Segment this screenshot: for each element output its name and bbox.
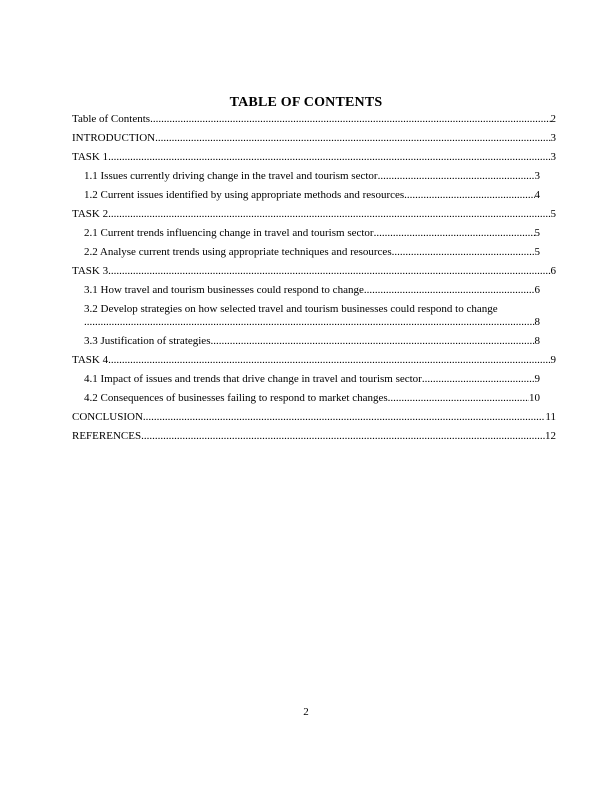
toc-entry-page: 5 — [534, 246, 540, 258]
toc-entry-label: 2.2 Analyse current trends using appropriate techniques and resources — [84, 246, 392, 258]
toc-entry-label: 4.2 Consequences of businesses failing to respond to market changes — [84, 392, 388, 404]
toc-entry-page: 8 — [534, 335, 540, 347]
dot-leader — [155, 132, 550, 145]
toc-entry-page: 2 — [550, 113, 556, 125]
toc-entry-leader-line — [84, 316, 540, 329]
table-of-contents — [72, 113, 556, 449]
toc-entry-2-2[interactable] — [72, 246, 540, 259]
toc-entry-label: 3.1 How travel and tourism businesses could respond to change — [84, 284, 364, 296]
dot-leader — [143, 411, 546, 424]
dot-leader — [84, 316, 535, 329]
toc-entry-3-3[interactable] — [72, 335, 540, 348]
toc-entry-page: 9 — [534, 373, 540, 385]
toc-entry-label: TASK 4 — [72, 354, 109, 366]
toc-entry-label: 1.2 Current issues identified by using appropriate methods and resources — [84, 189, 405, 201]
toc-entry-3-1[interactable] — [72, 284, 540, 297]
dot-leader — [108, 151, 550, 164]
dot-leader — [404, 189, 534, 202]
dot-leader — [210, 335, 534, 348]
dot-leader — [378, 170, 535, 183]
toc-entry-1-2[interactable] — [72, 189, 540, 202]
toc-entry-label: INTRODUCTION — [72, 132, 156, 144]
toc-entry-label: TASK 3 — [72, 265, 109, 277]
toc-entry-page: 12 — [545, 430, 556, 442]
toc-entry-task-1[interactable] — [72, 151, 556, 164]
toc-entry-page: 3 — [550, 151, 556, 163]
toc-entry-task-2[interactable] — [72, 208, 556, 221]
toc-entry-2-1[interactable] — [72, 227, 540, 240]
toc-entry-label: Table of Contents — [72, 113, 151, 125]
toc-entry-label: 3.3 Justification of strategies — [84, 335, 211, 347]
toc-entry-page: 3 — [534, 170, 540, 182]
toc-entry-label: TASK 2 — [72, 208, 109, 220]
page-title: TABLE OF CONTENTS — [229, 95, 383, 110]
toc-entry-4-2[interactable] — [72, 392, 540, 405]
dot-leader — [108, 265, 550, 278]
dot-leader — [392, 246, 535, 259]
toc-entry-conclusion[interactable] — [72, 411, 556, 424]
toc-entry-page: 10 — [529, 392, 540, 404]
dot-leader — [422, 373, 535, 386]
toc-entry-3-2[interactable] — [72, 303, 540, 329]
toc-entry-label: 2.1 Current trends influencing change in travel and tourism sector — [84, 227, 374, 239]
toc-entry-page: 11 — [545, 411, 556, 423]
toc-entry-page: 6 — [550, 265, 556, 277]
page-number: 2 — [303, 706, 309, 718]
dot-leader — [364, 284, 535, 297]
toc-entry-page: 3 — [550, 132, 556, 144]
toc-entry-label: 3.2 Develop strategies on how selected travel and tourism businesses could respond to change — [84, 303, 498, 315]
dot-leader — [108, 208, 550, 221]
toc-entry-page: 5 — [534, 227, 540, 239]
dot-leader — [108, 354, 550, 367]
toc-entry-label: 4.1 Impact of issues and trends that drive change in travel and tourism sector — [84, 373, 422, 385]
dot-leader — [150, 113, 550, 126]
dot-leader — [374, 227, 535, 240]
toc-entry-label: TASK 1 — [72, 151, 109, 163]
toc-entry-task-3[interactable] — [72, 265, 556, 278]
toc-entry-introduction[interactable] — [72, 132, 556, 145]
toc-entry-page: 6 — [534, 284, 540, 296]
dot-leader — [388, 392, 529, 405]
toc-entry-page: 8 — [534, 316, 540, 328]
dot-leader — [141, 430, 545, 443]
toc-entry-label: CONCLUSION — [72, 411, 143, 423]
toc-entry-page: 4 — [534, 189, 540, 201]
toc-entry-page: 5 — [550, 208, 556, 220]
toc-entry-label: 1.1 Issues currently driving change in the travel and tourism sector — [84, 170, 378, 182]
toc-entry-4-1[interactable] — [72, 373, 540, 386]
toc-entry-table-of-contents[interactable] — [72, 113, 556, 126]
toc-entry-1-1[interactable] — [72, 170, 540, 183]
toc-entry-task-4[interactable] — [72, 354, 556, 367]
toc-entry-label: REFERENCES — [72, 430, 142, 442]
toc-entry-page: 9 — [550, 354, 556, 366]
toc-entry-references[interactable] — [72, 430, 556, 443]
